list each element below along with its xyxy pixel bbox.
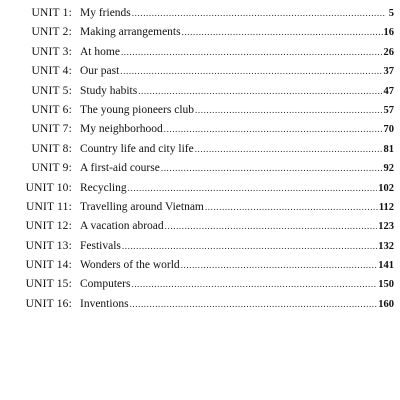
page-number: 141 bbox=[378, 260, 394, 272]
unit-title: The young pioneers club bbox=[80, 103, 195, 116]
dot-leader bbox=[182, 23, 383, 42]
toc-entry bbox=[10, 237, 394, 256]
page-number: 37 bbox=[383, 66, 394, 78]
unit-title: Country life and city life bbox=[80, 142, 194, 155]
toc-entry bbox=[10, 159, 394, 178]
unit-label: UNIT 8: bbox=[31, 142, 72, 155]
page-number: 150 bbox=[378, 279, 394, 291]
page-number: 70 bbox=[383, 124, 394, 136]
unit-label: UNIT 13: bbox=[25, 239, 72, 252]
page-number: 47 bbox=[383, 85, 394, 97]
unit-label: UNIT 14: bbox=[25, 259, 72, 272]
unit-title: Wonders of the world bbox=[80, 259, 180, 272]
toc-entry bbox=[10, 43, 394, 62]
unit-title: My neighborhood bbox=[80, 123, 163, 136]
unit-title: Travelling around Vietnam bbox=[80, 200, 204, 213]
unit-label: UNIT 6: bbox=[31, 103, 72, 116]
toc-entry bbox=[10, 62, 394, 81]
unit-title: Making arrangements bbox=[80, 26, 181, 39]
dot-leader bbox=[122, 237, 377, 256]
page-number: 160 bbox=[378, 298, 394, 310]
unit-title: A vacation abroad bbox=[80, 220, 164, 233]
dot-leader bbox=[205, 198, 378, 217]
unit-label: UNIT 4: bbox=[31, 65, 72, 78]
unit-label: UNIT 7: bbox=[31, 123, 72, 136]
unit-title: Computers bbox=[80, 278, 131, 291]
toc-entry bbox=[10, 275, 394, 294]
unit-label: UNIT 16: bbox=[25, 297, 72, 310]
unit-label: UNIT 2: bbox=[31, 26, 72, 39]
dot-leader bbox=[164, 120, 383, 139]
unit-label: UNIT 11: bbox=[26, 200, 72, 213]
dot-leader bbox=[120, 62, 382, 81]
toc-entry bbox=[10, 140, 394, 159]
toc-entry bbox=[10, 4, 394, 23]
unit-label: UNIT 5: bbox=[31, 84, 72, 97]
table-of-contents bbox=[10, 4, 394, 314]
dot-leader bbox=[132, 4, 385, 23]
unit-label: UNIT 12: bbox=[25, 220, 72, 233]
unit-label: UNIT 10: bbox=[25, 181, 72, 194]
toc-entry bbox=[10, 198, 394, 217]
dot-leader bbox=[161, 159, 383, 178]
page-number: 132 bbox=[378, 240, 394, 252]
dot-leader bbox=[138, 82, 382, 101]
unit-title: Our past bbox=[80, 65, 120, 78]
page-number: 26 bbox=[383, 46, 394, 58]
unit-title: Festivals bbox=[80, 239, 121, 252]
page-number: 92 bbox=[383, 163, 394, 175]
page-number: 57 bbox=[383, 104, 394, 116]
dot-leader bbox=[195, 101, 382, 120]
toc-entry bbox=[10, 82, 394, 101]
unit-title: My friends bbox=[80, 7, 131, 19]
unit-title: Inventions bbox=[80, 297, 129, 310]
unit-title: A first-aid course bbox=[80, 162, 160, 175]
unit-label: UNIT 3: bbox=[31, 45, 72, 58]
toc-entry bbox=[10, 120, 394, 139]
unit-label: UNIT 15: bbox=[25, 278, 72, 291]
toc-entry bbox=[10, 295, 394, 314]
page-number: 123 bbox=[378, 221, 394, 233]
unit-label: UNIT 9: bbox=[31, 162, 72, 175]
dot-leader bbox=[195, 140, 383, 159]
dot-leader bbox=[131, 275, 377, 294]
toc-entry bbox=[10, 101, 394, 120]
toc-entry bbox=[10, 217, 394, 236]
toc-entry bbox=[10, 23, 394, 42]
unit-title: Recycling bbox=[80, 181, 127, 194]
page-number: 16 bbox=[383, 27, 394, 39]
page-number: 5 bbox=[388, 8, 394, 19]
toc-entry bbox=[10, 256, 394, 275]
page-number: 102 bbox=[378, 182, 394, 194]
unit-title: Study habits bbox=[80, 84, 138, 97]
page-number: 81 bbox=[383, 143, 394, 155]
unit-label: UNIT 1: bbox=[31, 7, 72, 19]
dot-leader bbox=[165, 217, 378, 236]
dot-leader bbox=[181, 256, 378, 275]
dot-leader bbox=[128, 179, 378, 198]
dot-leader bbox=[130, 295, 378, 314]
page-number: 112 bbox=[378, 201, 394, 213]
unit-title: At home bbox=[80, 45, 120, 58]
dot-leader bbox=[121, 43, 383, 62]
toc-entry bbox=[10, 179, 394, 198]
